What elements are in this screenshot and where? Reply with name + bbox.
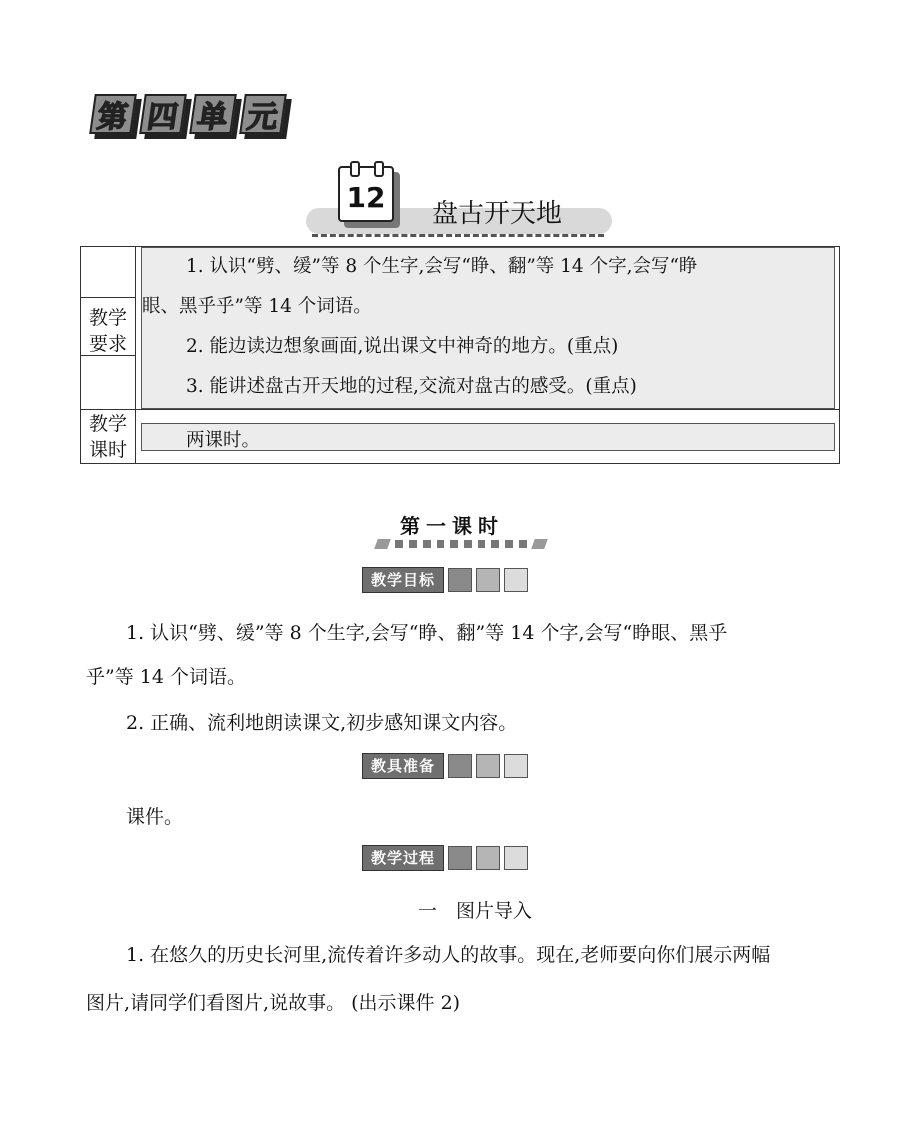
process-line: 1. 在悠久的历史长河里,流传着许多动人的故事。现在,老师要向你们展示两幅 (126, 944, 771, 966)
section-tag-materials: 教具准备 (362, 752, 528, 780)
class-time-box (141, 423, 835, 451)
unit-char: 单 (192, 94, 238, 138)
requirement-item: 1. 认识“劈、缓”等 8 个生字,会写“睁、翻”等 14 个字,会写“睁 (186, 256, 698, 277)
requirement-item: 3. 能讲述盘古开天地的过程,交流对盘古的感受。(重点) (186, 376, 637, 397)
class-time-label: 教学 课时 (88, 413, 127, 461)
period-decoration (376, 538, 546, 550)
unit-char: 元 (242, 94, 288, 138)
process-line: 图片,请同学们看图片,说故事。 (出示课件 2) (86, 992, 461, 1014)
lesson-title-underline (312, 234, 604, 237)
requirement-item: 眼、黑乎乎”等 14 个词语。 (142, 296, 372, 317)
class-time-value: 两课时。 (186, 430, 261, 451)
objective-line: 乎”等 14 个词语。 (86, 666, 246, 688)
lesson-number: 12 (338, 166, 394, 222)
requirements-box (141, 247, 835, 409)
teaching-requirements-table (80, 246, 840, 464)
unit-char: 第 (92, 94, 138, 138)
lesson-title: 盘古开天地 (432, 199, 563, 229)
process-subheading: 一 图片导入 (418, 900, 533, 922)
unit-char: 四 (142, 94, 188, 138)
calendar-icon (338, 166, 400, 228)
unit-banner (92, 94, 288, 140)
section-tag-objectives: 教学目标 (362, 566, 528, 594)
objective-line: 2. 正确、流利地朗读课文,初步感知课文内容。 (126, 712, 518, 734)
materials-line: 课件。 (126, 806, 184, 828)
objective-line: 1. 认识“劈、缓”等 8 个生字,会写“睁、翻”等 14 个字,会写“睁眼、黑乎 (126, 622, 728, 644)
requirement-item: 2. 能边读边想象画面,说出课文中神奇的地方。(重点) (186, 336, 619, 357)
period-title: 第一课时 (400, 514, 504, 538)
requirements-label: 教学 要求 (88, 307, 127, 355)
section-tag-process: 教学过程 (362, 844, 528, 872)
